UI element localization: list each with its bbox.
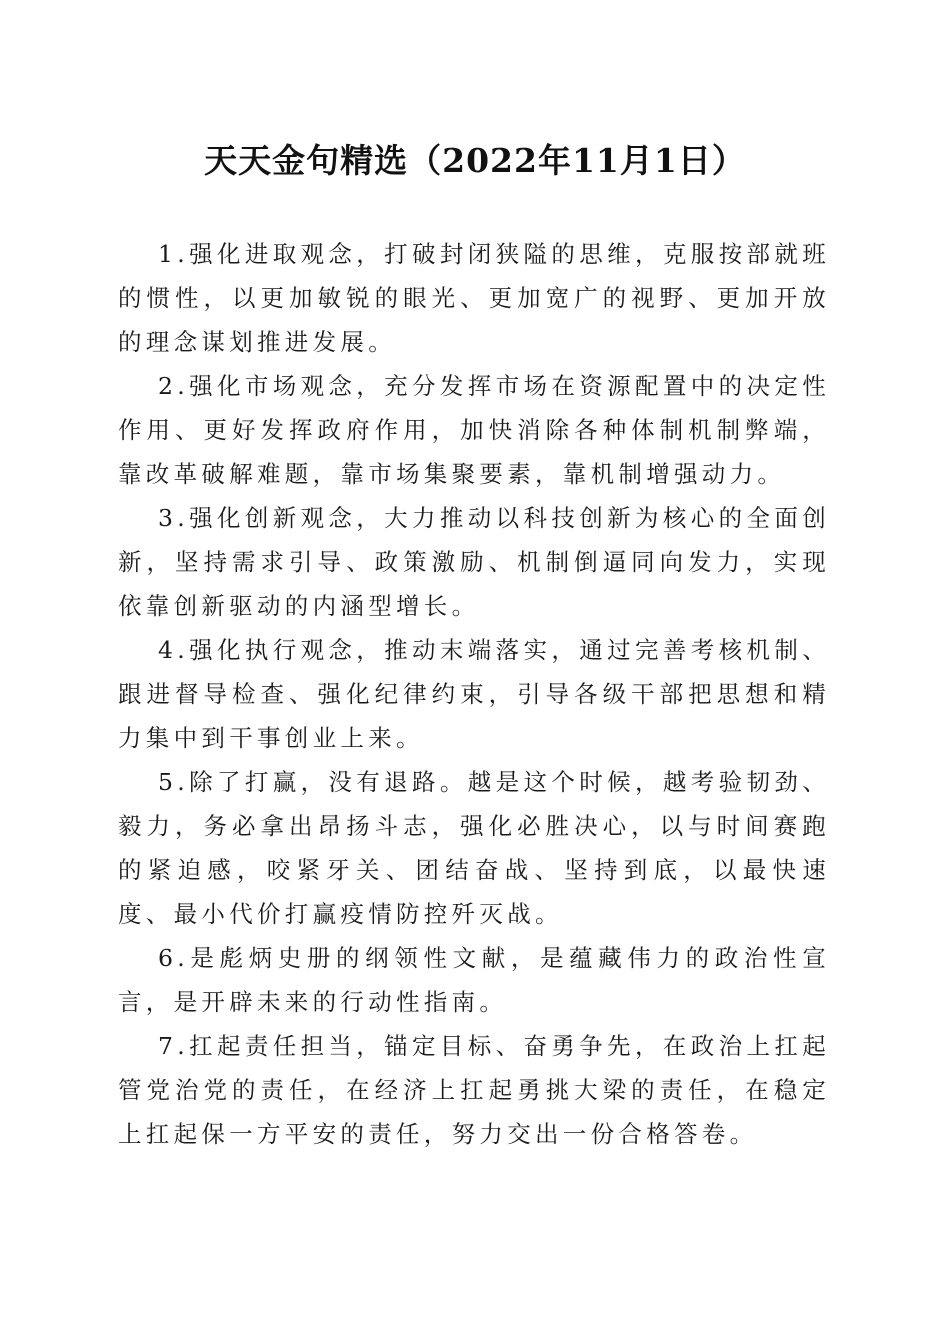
document-title: 天天金句精选（2022年11月1日） [204, 141, 746, 180]
document-body [118, 232, 830, 1156]
paragraph-7: 7.扛起责任担当，锚定目标、奋勇争先，在政治上扛起管党治党的责任，在经济上扛起勇挑大梁的责任，在稳定上扛起保一方平安的责任，努力交出一份合格答卷。 [118, 1032, 830, 1148]
paragraph-6: 6.是彪炳史册的纲领性文献，是蕴藏伟力的政治性宣言，是开辟未来的行动性指南。 [118, 944, 830, 1016]
paragraph-1: 1.强化进取观念，打破封闭狭隘的思维，克服按部就班的惯性，以更加敏锐的眼光、更加宽广的视野、更加开放的理念谋划推进发展。 [118, 240, 830, 356]
paragraph-3: 3.强化创新观念，大力推动以科技创新为核心的全面创新，坚持需求引导、政策激励、机制倒逼同向发力，实现依靠创新驱动的内涵型增长。 [118, 504, 830, 620]
paragraph-4: 4.强化执行观念，推动末端落实，通过完善考核机制、跟进督导检查、强化纪律约束，引导各级干部把思想和精力集中到干事创业上来。 [118, 636, 830, 752]
paragraph-2: 2.强化市场观念，充分发挥市场在资源配置中的决定性作用、更好发挥政府作用，加快消除各种体制机制弊端，靠改革破解难题，靠市场集聚要素，靠机制增强动力。 [118, 372, 830, 488]
paragraph-5: 5.除了打赢，没有退路。越是这个时候，越考验韧劲、毅力，务必拿出昂扬斗志，强化必胜决心，以与时间赛跑的紧迫感，咬紧牙关、团结奋战、坚持到底，以最快速度、最小代价打赢疫情防控歼灭战。 [118, 768, 830, 928]
